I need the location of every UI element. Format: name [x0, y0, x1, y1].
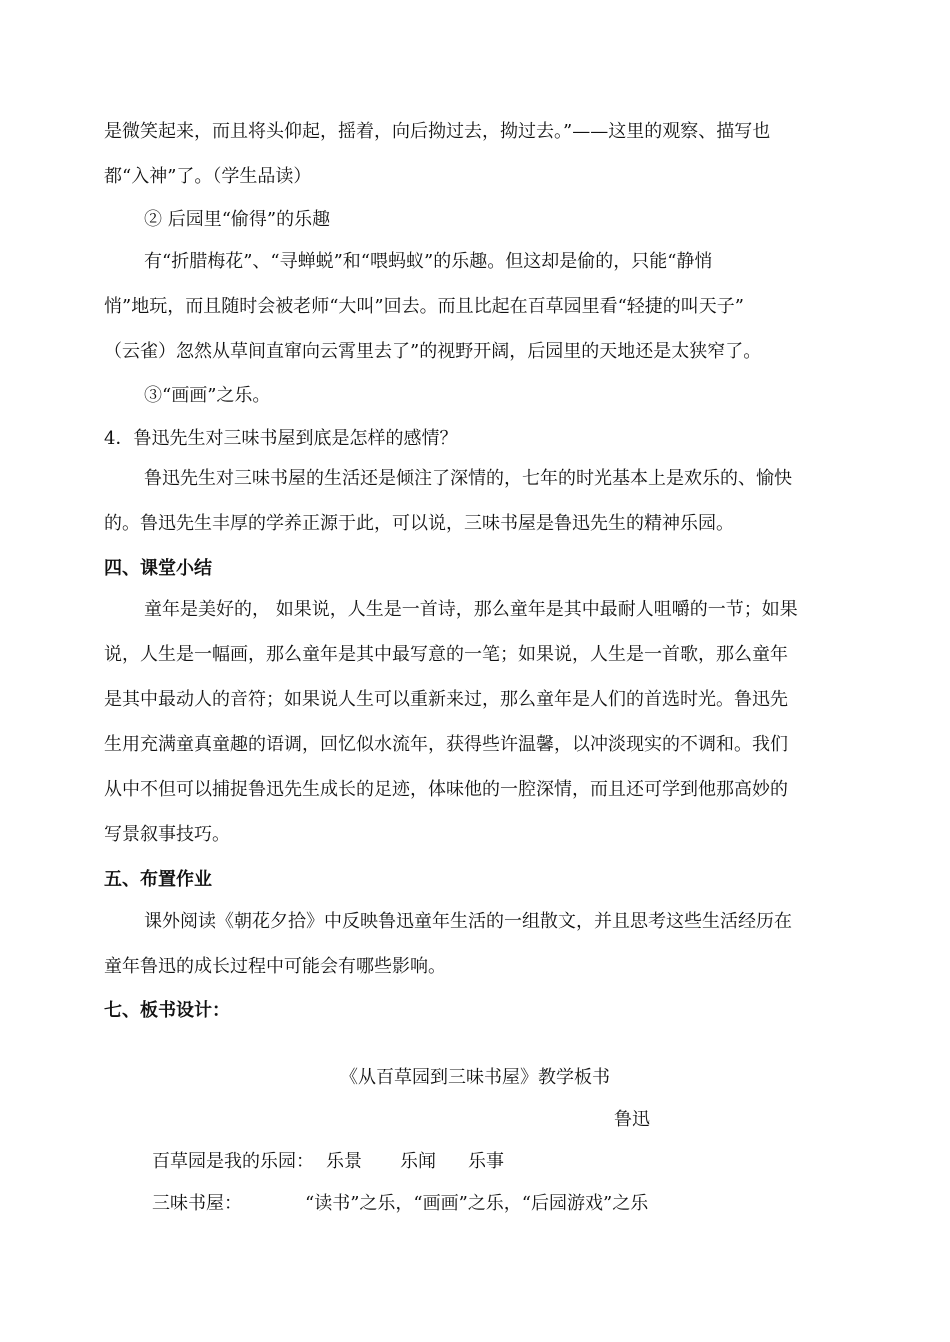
section-heading-summary: 四、课堂小结	[104, 558, 212, 579]
board-row1-label: 百草园是我的乐园：	[152, 1151, 314, 1172]
text-line: 的。鲁迅先生丰厚的学养正源于此，可以说，三味书屋是鲁迅先生的精神乐园。	[104, 513, 734, 534]
board-row1-item: 乐事	[468, 1151, 504, 1172]
text-line: 童年是美好的， 如果说，人生是一首诗，那么童年是其中最耐人咀嚼的一节；如果	[144, 599, 798, 620]
board-author: 鲁迅	[614, 1109, 650, 1130]
text-line: 写景叙事技巧。	[104, 824, 230, 845]
text-line: 是微笑起来，而且将头仰起，摇着，向后拗过去，拗过去。”——这里的观察、描写也	[104, 121, 771, 142]
subsection-title: ③“画画”之乐。	[144, 385, 271, 406]
board-title: 《从百草园到三味书屋》教学板书	[340, 1067, 610, 1088]
board-row2-content: “读书”之乐，“画画”之乐，“后园游戏”之乐	[305, 1193, 649, 1214]
text-line: 生用充满童真童趣的语调，回忆似水流年，获得些许温馨，以冲淡现实的不调和。我们	[104, 734, 788, 755]
text-line: （云雀）忽然从草间直窜向云霄里去了”的视野开阔，后园里的天地还是太狭窄了。	[104, 341, 762, 362]
text-line: 童年鲁迅的成长过程中可能会有哪些影响。	[104, 956, 446, 977]
board-row1-item: 乐景	[326, 1151, 362, 1172]
question-line: 4．鲁迅先生对三味书屋到底是怎样的感情？	[104, 428, 458, 449]
text-line: 鲁迅先生对三味书屋的生活还是倾注了深情的，七年的时光基本上是欢乐的、愉快	[144, 468, 792, 489]
board-row1-item: 乐闻	[400, 1151, 436, 1172]
section-heading-board: 七、板书设计：	[104, 1000, 230, 1021]
text-line: 有“折腊梅花”、“寻蝉蜕”和“喂蚂蚁”的乐趣。但这却是偷的，只能“静悄	[144, 251, 713, 272]
subsection-title: ② 后园里“偷得”的乐趣	[144, 209, 331, 230]
text-line: 是其中最动人的音符；如果说人生可以重新来过，那么童年是人们的首选时光。鲁迅先	[104, 689, 788, 710]
text-line: 从中不但可以捕捉鲁迅先生成长的足迹，体味他的一腔深情，而且还可学到他那高妙的	[104, 779, 788, 800]
text-line: 悄”地玩，而且随时会被老师“大叫”回去。而且比起在百草园里看“轻捷的叫天子”	[104, 296, 745, 317]
section-heading-homework: 五、布置作业	[104, 869, 212, 890]
text-line: 都“入神”了。（学生品读）	[104, 166, 312, 187]
text-line: 说，人生是一幅画，那么童年是其中最写意的一笔；如果说，人生是一首歌，那么童年	[104, 644, 788, 665]
text-line: 课外阅读《朝花夕拾》中反映鲁迅童年生活的一组散文，并且思考这些生活经历在	[144, 911, 792, 932]
board-row2-label: 三味书屋：	[152, 1193, 242, 1214]
